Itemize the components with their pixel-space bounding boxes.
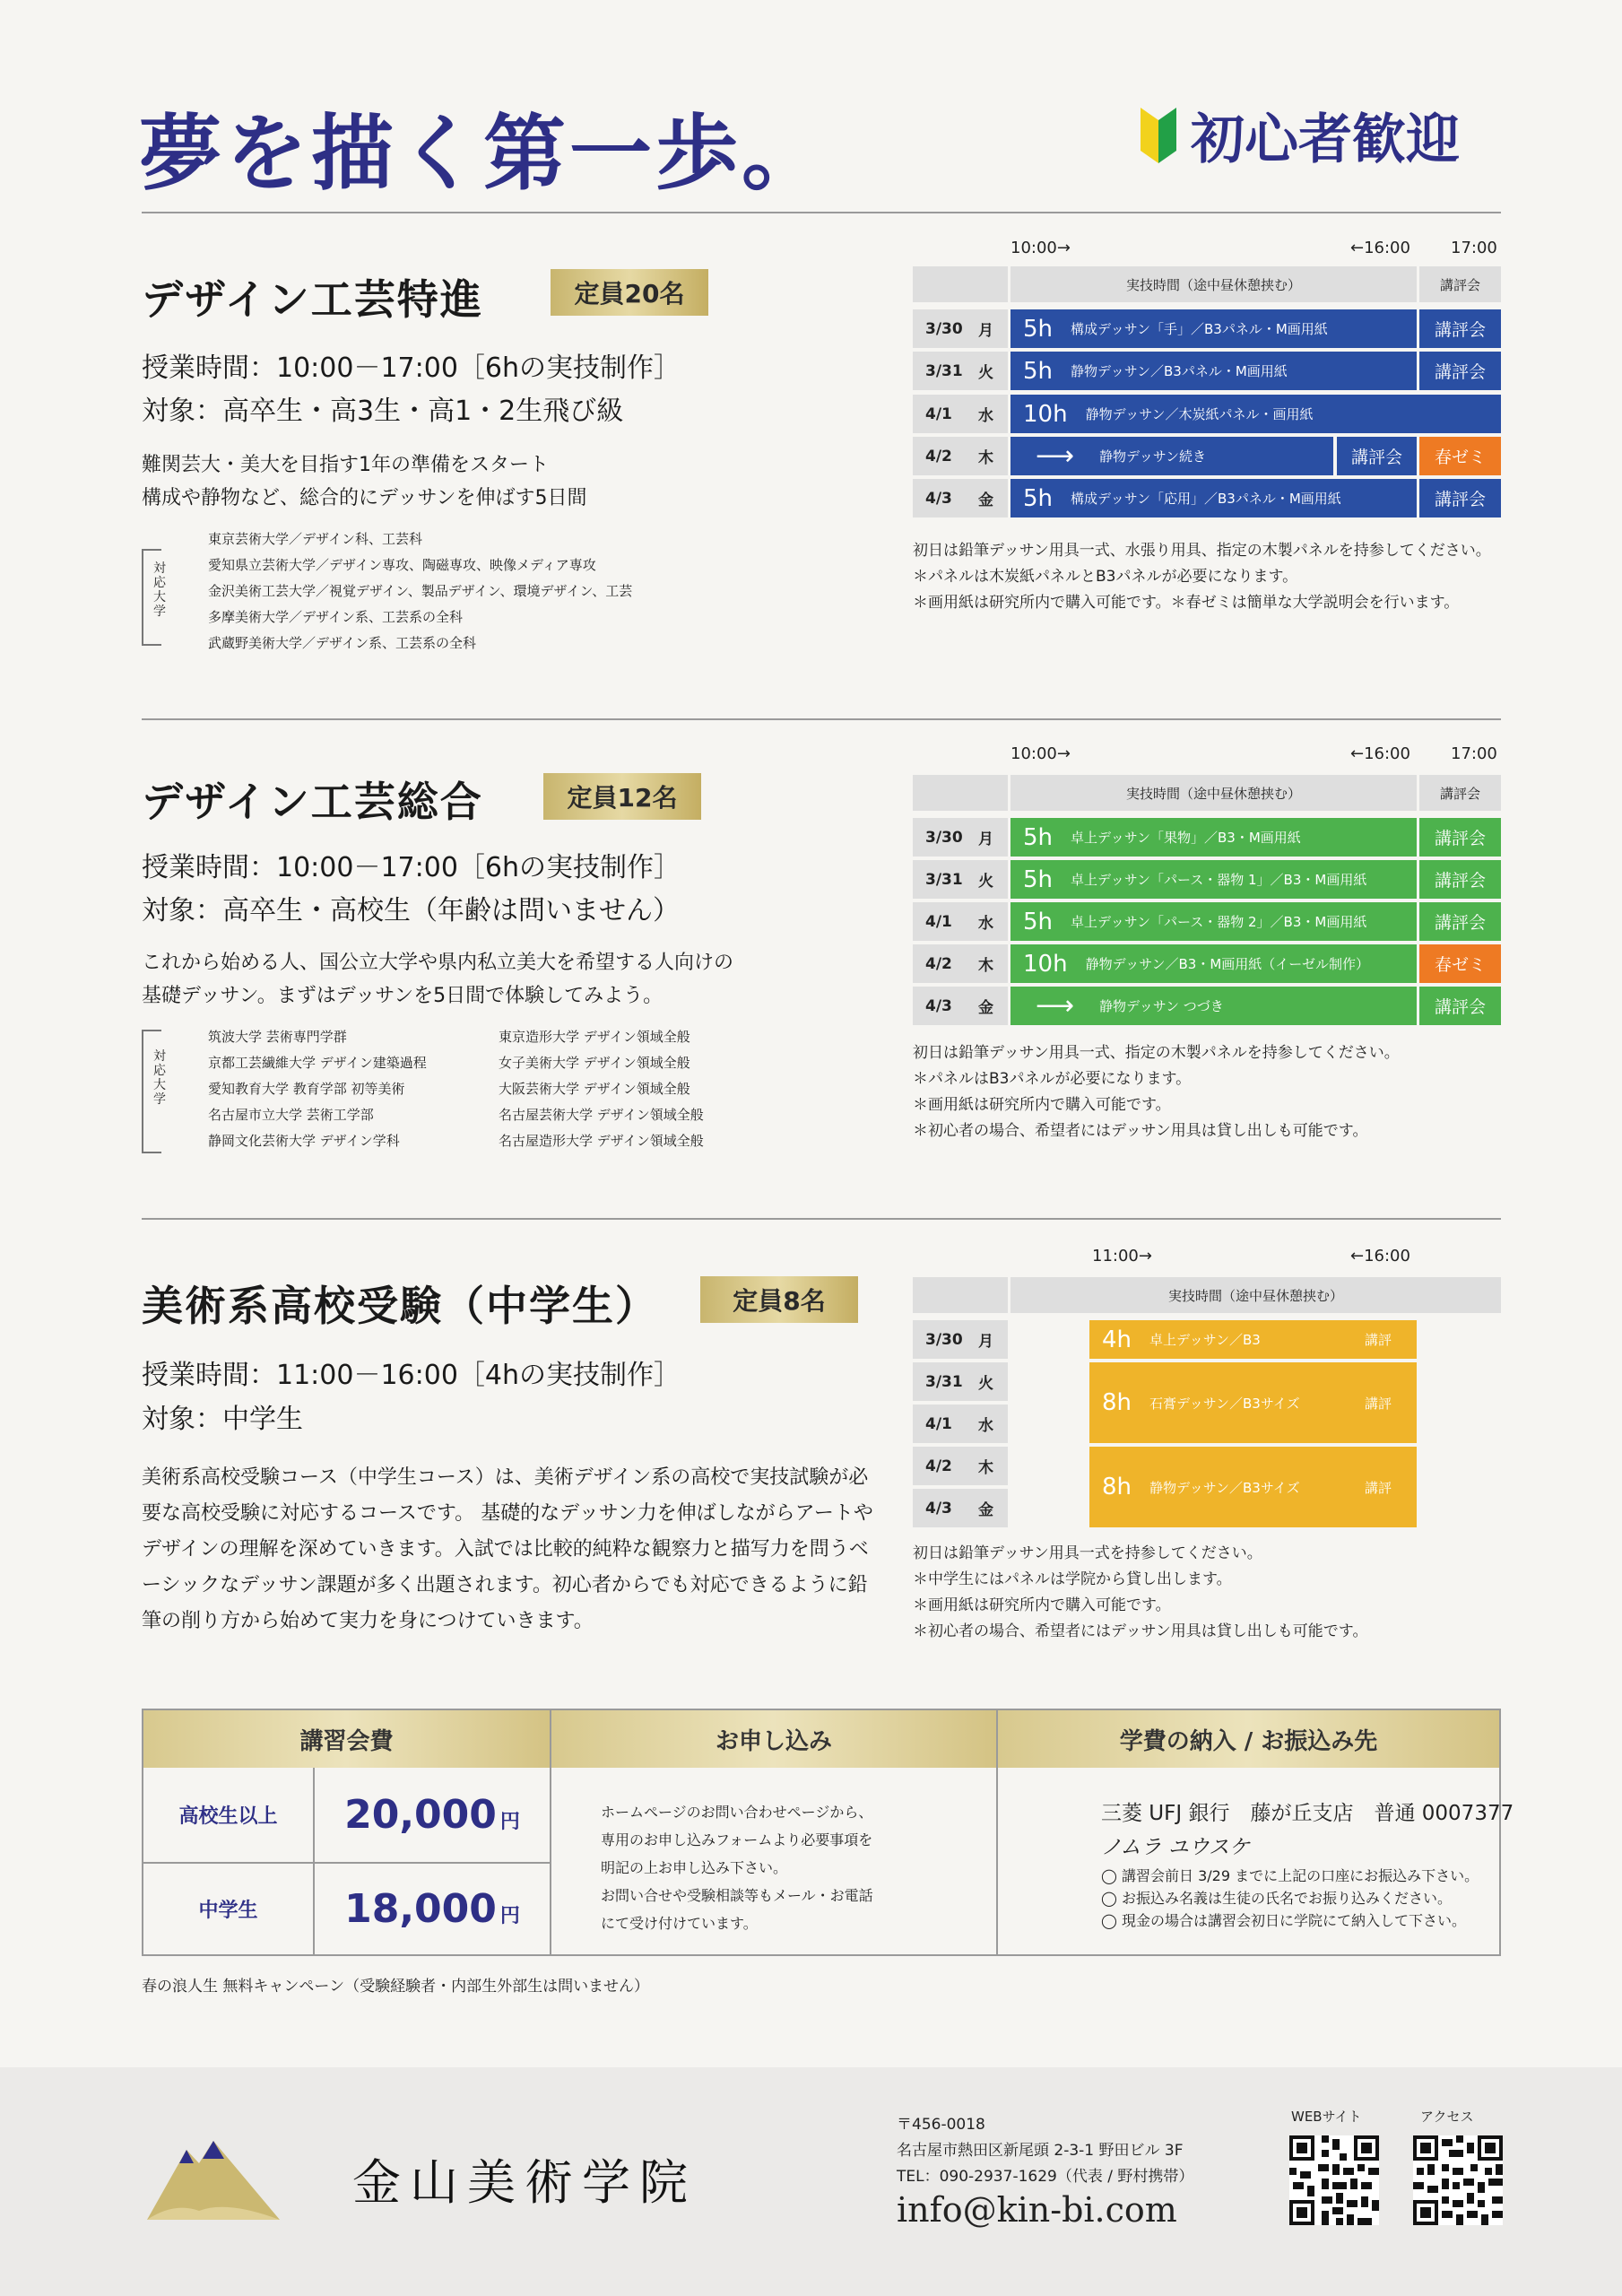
time-end: ←16:00	[1350, 1247, 1410, 1265]
fee-label: 高校生以上	[178, 1805, 278, 1828]
note-line: 初日は鉛筆デッサン用具一式、水張り用具、指定の木製パネルを持参してください。	[913, 542, 1491, 560]
school-name: 金山美術学院	[352, 2154, 697, 2211]
univ-item: 東京芸術大学／デザイン科、工芸科	[208, 531, 422, 547]
schedule-day: 4/3 金	[913, 1489, 1008, 1527]
fees-table	[142, 1709, 1514, 1956]
col-divider	[996, 1710, 998, 1954]
univ-item: 金沢美術工芸大学／視覚デザイン、製品デザイン、環境デザイン、工芸	[208, 583, 633, 599]
course3-desc: 美術系高校受験コース（中学生コース）は、美術デザイン系の高校で実技試験が必要な高校受験に対応するコースです。 基礎的なデッサン力を伸ばしながらアートやデザインの理解を深めていきます。入試では比較的純粋な観察力と描写力を問うベーシックなデッサン課題が多く出題されます。初心者からでも対応できるように鉛筆の削り方から始めて実力を身につけていきます。	[142, 1466, 873, 1632]
spring-seminar-cell: 春ゼミ	[1419, 944, 1501, 983]
beginner-welcome	[1139, 97, 1460, 174]
note-line: ＊画用紙は研究所内で購入可能です。＊春ゼミは簡単な大学説明会を行います。	[913, 594, 1460, 612]
univ-item: 武蔵野美術大学／デザイン系、工芸系の全科	[208, 635, 476, 651]
review-cell: 講評会	[1419, 860, 1501, 899]
univ-item: 東京造形大学 デザイン領域全般	[499, 1029, 690, 1045]
schedule-day: 3/30 月	[913, 818, 1008, 857]
col-divider	[550, 1710, 551, 1954]
web-label: WEBサイト	[1291, 2109, 1362, 2125]
divider	[142, 1218, 1501, 1220]
univ-item: 大阪芸術大学 デザイン領域全般	[499, 1081, 690, 1097]
review-cell: 講評会	[1419, 902, 1501, 941]
univ-item: 多摩美術大学／デザイン系、工芸系の全科	[208, 609, 463, 625]
desc-line: これから始める人、国公立大学や県内私立美大を希望する人向けの	[142, 952, 734, 974]
session-bar: ⟶ 静物デッサン つづき	[1010, 987, 1417, 1025]
course3-target: 対象：中学生	[142, 1404, 303, 1435]
session-bar: 4h 卓上デッサン／B3 講評	[1089, 1320, 1417, 1359]
schedule-day: 4/2 木	[913, 1447, 1008, 1485]
session-bar: 5h 構成デッサン「手」／B3パネル・M画用紙	[1010, 309, 1417, 348]
course1-desc	[142, 448, 586, 515]
course1-title: デザイン工芸特進	[142, 275, 483, 324]
bank-account: 三菱 UFJ 銀行 藤が丘支店 普通 0007377	[1101, 1802, 1514, 1825]
schedule-corner	[913, 775, 1008, 811]
schedule-corner	[913, 266, 1008, 302]
welcome-text: 初心者歓迎	[1191, 109, 1460, 171]
time-start: 11:00→	[1092, 1247, 1152, 1265]
time-review: 17:00	[1451, 744, 1497, 763]
apply-header: お申し込み	[551, 1710, 996, 1768]
campaign-note: 春の浪人生 無料キャンペーン（受験経験者・内部生外部生は問いません）	[142, 1978, 650, 1996]
session-bar: 8h 石膏デッサン／B3サイズ 講評	[1089, 1362, 1417, 1443]
bank-info	[1101, 1796, 1514, 1865]
course1-notes	[913, 538, 1491, 616]
course2-target: 対象：高卒生・高校生（年齢は問いません）	[142, 895, 680, 926]
phone: TEL：090-2937-1629（代表 / 野村携帯）	[897, 2168, 1194, 2186]
univ-item: 名古屋造形大学 デザイン領域全般	[499, 1133, 704, 1149]
desc-line: 構成や静物など、総合的にデッサンを伸ばす5日間	[142, 487, 587, 509]
apply-line: 専用のお申し込みフォームより必要事項を	[601, 1831, 873, 1848]
note-line: ＊パネルはB3パネルが必要になります。	[913, 1070, 1192, 1088]
univ-item: 筑波大学 芸術専門学群	[208, 1029, 347, 1045]
session-bar: 5h 卓上デッサン「果物」／B3・M画用紙	[1010, 818, 1417, 857]
schedule-day: 3/30 月	[913, 309, 1008, 348]
review-cell: 講評会	[1337, 437, 1417, 475]
schedule-day: 4/2 木	[913, 944, 1008, 983]
review-header: 講評会	[1419, 775, 1501, 811]
univ-label: 対応大学	[153, 1049, 166, 1107]
divider	[142, 718, 1501, 720]
course1-target: 対象：高卒生・高3生・高1・2生飛び級	[142, 396, 624, 427]
schedule-day: 4/1 水	[913, 1405, 1008, 1443]
note-line: ＊中学生にはパネルは学院から貸し出します。	[913, 1570, 1232, 1588]
arrow-icon: ⟶	[1036, 990, 1075, 1022]
course2-notes	[913, 1040, 1400, 1144]
payment-notes	[1101, 1865, 1479, 1932]
review-cell: 講評会	[1419, 479, 1501, 517]
course3-notes	[913, 1541, 1367, 1645]
schedule-day: 4/2 木	[913, 437, 1008, 475]
univ-item: 名古屋芸術大学 デザイン領域全般	[499, 1107, 704, 1123]
payment-note: ◯ 講習会前日 3/29 までに上記の口座にお振込み下さい。	[1101, 1867, 1479, 1884]
apply-line: にて受け付けています。	[601, 1915, 758, 1932]
schedule-day: 4/1 水	[913, 395, 1008, 433]
session-bar: 5h 静物デッサン／B3パネル・M画用紙	[1010, 352, 1417, 390]
schedule-day: 4/3 金	[913, 479, 1008, 517]
review-cell: 講評会	[1419, 309, 1501, 348]
apply-line: ホームページのお問い合わせページから、	[601, 1804, 873, 1821]
fee-label: 中学生	[198, 1900, 258, 1922]
course3-title: 美術系高校受験（中学生）	[142, 1282, 658, 1330]
fee-price: 20,000 円	[344, 1792, 520, 1838]
payment-note: ◯ お振込み名義は生徒の氏名でお振り込みください。	[1101, 1890, 1452, 1907]
schedule-header: 実技時間（途中昼休憩挟む）	[1010, 1277, 1501, 1313]
note-line: ＊画用紙は研究所内で購入可能です。	[913, 1596, 1171, 1614]
divider	[142, 212, 1501, 213]
course2-univ-list-a	[208, 1024, 427, 1154]
web-qr-code-icon[interactable]	[1289, 2135, 1379, 2225]
session-bar: 5h 構成デッサン「応用」／B3パネル・M画用紙	[1010, 479, 1417, 517]
note-line: ＊パネルは木炭紙パネルとB3パネルが必要になります。	[913, 568, 1298, 586]
time-review: 17:00	[1451, 239, 1497, 257]
arrow-icon: ⟶	[1036, 440, 1075, 472]
univ-item: 静岡文化芸術大学 デザイン学科	[208, 1133, 400, 1149]
access-qr-code-icon[interactable]	[1413, 2135, 1503, 2225]
desc-line: 難関芸大・美大を目指す1年の準備をスタート	[142, 454, 549, 476]
course2-hours: 授業時間：10:00－17:00［6hの実技制作］	[142, 852, 681, 883]
schedule-corner	[913, 1277, 1008, 1313]
account-holder: ノムラ ユウスケ	[1101, 1836, 1251, 1859]
session-bar: 5h 卓上デッサン「パース・器物 1」／B3・M画用紙	[1010, 860, 1417, 899]
zip-code: 〒456-0018	[897, 2116, 985, 2134]
review-cell: 講評会	[1419, 987, 1501, 1025]
session-bar: 8h 静物デッサン／B3サイズ 講評	[1089, 1447, 1417, 1527]
schedule-day: 3/30 月	[913, 1320, 1008, 1359]
schedule-day: 3/31 火	[913, 860, 1008, 899]
time-end: ←16:00	[1350, 239, 1410, 257]
course2-desc	[142, 946, 733, 1013]
schedule-day: 3/31 火	[913, 352, 1008, 390]
course1-univ-list	[208, 526, 632, 657]
session-bar: 10h 静物デッサン／木炭紙パネル・画用紙	[1010, 395, 1501, 433]
schedule-day: 4/1 水	[913, 902, 1008, 941]
note-line: 初日は鉛筆デッサン用具一式を持参してください。	[913, 1544, 1262, 1562]
fee-price: 18,000 円	[344, 1886, 520, 1932]
schedule-header: 実技時間（途中昼休憩挟む）	[1010, 775, 1417, 811]
address: 名古屋市熱田区新尾頭 2-3-1 野田ビル 3F	[897, 2142, 1184, 2160]
apply-line: 明記の上お申し込み下さい。	[601, 1859, 788, 1876]
univ-item: 名古屋市立大学 芸術工学部	[208, 1107, 374, 1123]
note-line: 初日は鉛筆デッサン用具一式、指定の木製パネルを持参してください。	[913, 1044, 1400, 1062]
schedule-day: 4/3 金	[913, 987, 1008, 1025]
course2-capacity: 定員12名	[543, 773, 701, 820]
review-cell: 講評会	[1419, 818, 1501, 857]
univ-item: 愛知県立芸術大学／デザイン専攻、陶磁専攻、映像メディア専攻	[208, 557, 596, 573]
course1-hours: 授業時間：10:00－17:00［6hの実技制作］	[142, 352, 681, 384]
footer	[0, 2067, 1622, 2296]
time-start: 10:00→	[1010, 744, 1071, 763]
course2-title: デザイン工芸総合	[142, 778, 483, 826]
course1-capacity: 定員20名	[551, 269, 708, 316]
apply-text	[601, 1798, 873, 1937]
course2-univ-list-b	[499, 1024, 704, 1154]
note-line: ＊画用紙は研究所内で購入可能です。	[913, 1096, 1171, 1114]
school-logo-icon	[147, 2114, 280, 2222]
session-bar: ⟶ 静物デッサン続き	[1010, 437, 1333, 475]
univ-item: 京都工芸繊維大学 デザイン建築過程	[208, 1055, 427, 1071]
schedule-header: 実技時間（途中昼休憩挟む）	[1010, 266, 1417, 302]
review-cell: 講評会	[1419, 352, 1501, 390]
note-line: ＊初心者の場合、希望者にはデッサン用具は貸し出しも可能です。	[913, 1622, 1368, 1640]
address-block	[897, 2112, 1193, 2190]
univ-item: 女子美術大学 デザイン領域全般	[499, 1055, 690, 1071]
note-line: ＊初心者の場合、希望者にはデッサン用具は貸し出しも可能です。	[913, 1122, 1368, 1140]
schedule-day: 3/31 火	[913, 1362, 1008, 1401]
payment-header: 学費の納入 / お振込み先	[998, 1710, 1499, 1768]
session-bar: 5h 卓上デッサン「パース・器物 2」／B3・M画用紙	[1010, 902, 1417, 941]
apply-line: お問い合せや受験相談等もメール・お電話	[601, 1887, 873, 1904]
course3-hours: 授業時間：11:00－16:00［4hの実技制作］	[142, 1360, 681, 1391]
email-link[interactable]: info@kin-bi.com	[897, 2190, 1177, 2230]
session-bar: 10h 静物デッサン／B3・M画用紙（イーゼル制作）	[1010, 944, 1417, 983]
univ-item: 愛知教育大学 教育学部 初等美術	[208, 1081, 405, 1097]
beginner-mark-icon	[1139, 106, 1178, 165]
payment-note: ◯ 現金の場合は講習会初日に学院にて納入して下さい。	[1101, 1912, 1466, 1929]
access-label: アクセス	[1420, 2109, 1474, 2125]
spring-seminar-cell: 春ゼミ	[1419, 437, 1501, 475]
time-start: 10:00→	[1010, 239, 1071, 257]
time-end: ←16:00	[1350, 744, 1410, 763]
desc-line: 基礎デッサン。まずはデッサンを5日間で体験してみよう。	[142, 985, 664, 1007]
review-header: 講評会	[1419, 266, 1501, 302]
page-title: 夢を描く第一歩。	[139, 105, 828, 202]
univ-label: 対応大学	[153, 561, 166, 619]
course3-capacity: 定員8名	[700, 1276, 858, 1323]
fee-header: 講習会費	[143, 1710, 550, 1768]
